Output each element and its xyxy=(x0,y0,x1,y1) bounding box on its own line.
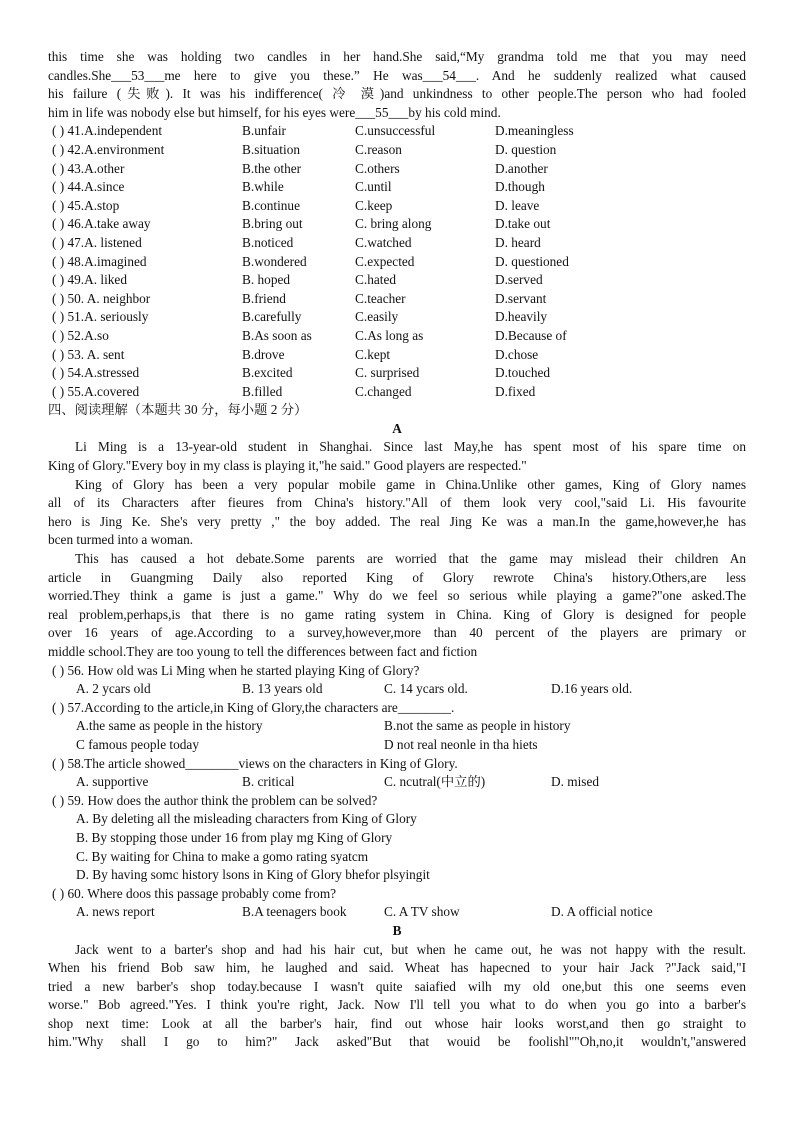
option-d: D. A official notice xyxy=(551,904,653,920)
option-b: B.A teenagers book xyxy=(242,904,347,920)
option-c: C.reason xyxy=(355,141,402,157)
option-d: D.heavily xyxy=(495,309,548,325)
option-d: D.meaningless xyxy=(495,123,574,139)
option-a: ( ) 55.A.covered xyxy=(52,383,140,399)
option-d: D.another xyxy=(495,160,548,176)
option-a: ( ) 54.A.stressed xyxy=(52,365,140,381)
option-row-44 xyxy=(48,178,746,197)
option-d: D.16 years old. xyxy=(551,681,633,697)
option-b: B. 13 years old xyxy=(242,681,323,697)
option-a: ( ) 45.A.stop xyxy=(52,197,120,213)
option-a: ( ) 46.A.take away xyxy=(52,216,151,232)
option-b: B.carefully xyxy=(242,309,302,325)
option-b: B.continue xyxy=(242,197,300,213)
option-d: D. questioned xyxy=(495,253,569,269)
text-line: hero is Jing Ke. She's very pretty ," the boy added. The real Jing Ke was a man.In the game,however,he has xyxy=(48,513,746,529)
option-a: A. news report xyxy=(76,904,155,920)
question-stem: ( ) 58.The article showed________views on the characters in King of Glory. xyxy=(52,755,458,771)
option-d: D. mised xyxy=(551,774,600,790)
exam-page xyxy=(48,48,746,1052)
option-c: C. A TV show xyxy=(384,904,460,920)
option-b: B.noticed xyxy=(242,234,294,250)
option-c: C.teacher xyxy=(355,290,406,306)
option-b: B.the other xyxy=(242,160,302,176)
option-d: D not real neonle in tha hiets xyxy=(384,736,538,752)
option-c: C.kept xyxy=(355,346,391,362)
option-b: B.wondered xyxy=(242,253,307,269)
text-line: him in life was nobody else but himself, for his eyes were___55___by his cold mind. xyxy=(48,104,501,120)
question-60-options xyxy=(48,903,746,922)
option-a: ( ) 43.A.other xyxy=(52,160,125,176)
question-stem: ( ) 59. How does the author think the problem can be solved? xyxy=(52,792,378,808)
option-b: B. hoped xyxy=(242,272,291,288)
option-b: B.As soon as xyxy=(242,327,312,343)
question-59-option-b xyxy=(48,829,746,848)
option-b: B. critical xyxy=(242,774,295,790)
option-d: D. question xyxy=(495,141,557,157)
question-59-option-d xyxy=(48,866,746,885)
question-57-options-row1 xyxy=(48,717,746,736)
option-c: C famous people today xyxy=(76,736,199,752)
option-b: B.bring out xyxy=(242,216,303,232)
option-a: A.the same as people in the history xyxy=(76,718,263,734)
option-row-55 xyxy=(48,383,746,402)
text-line: When his friend Bob saw him, he laughed and said. Wheat has hapecned to your hair Jack ?"Jack said,"I xyxy=(48,960,746,976)
option-c: C.hated xyxy=(355,272,396,288)
text-line: his failure (失败). It was his indifference( 冷 漠)and unkindness to other people.The person who had fooled xyxy=(48,86,746,102)
text-line: bcen turmed into a woman. xyxy=(48,532,194,548)
option-c: C. bring along xyxy=(355,216,432,232)
option-c: C.others xyxy=(355,160,400,176)
cloze-passage-end xyxy=(48,48,746,122)
option-c: C. By waiting for China to make a gomo rating syatcm xyxy=(76,848,369,864)
option-c: C. surprised xyxy=(355,365,420,381)
option-row-51 xyxy=(48,308,746,327)
option-row-45 xyxy=(48,197,746,216)
option-d: D. heard xyxy=(495,234,541,250)
option-b: B.filled xyxy=(242,383,283,399)
option-a: ( ) 50. A. neighbor xyxy=(52,290,151,306)
option-c: C.easily xyxy=(355,309,399,325)
text-line: worse." Bob agreed."Yes. I think you're right, Jack. Now I'll tell you what to do when you go into a barber's xyxy=(48,997,746,1013)
question-56 xyxy=(48,662,746,681)
option-a: ( ) 51.A. seriously xyxy=(52,309,149,325)
question-stem: ( ) 60. Where doos this passage probably come from? xyxy=(52,885,337,901)
option-c: C.keep xyxy=(355,197,393,213)
question-59-option-a xyxy=(48,810,746,829)
option-d: D.served xyxy=(495,272,543,288)
question-56-options xyxy=(48,680,746,699)
text-line: middle school.They are too young to tell the differences between fact and fiction xyxy=(48,644,478,659)
text-line: real problem,perhaps,is that there is no game rating system in China. King of Glory is designed for people xyxy=(48,606,746,622)
option-row-49 xyxy=(48,271,746,290)
text-line: this time she was holding two candles in her hand.She said,“My grandma told me that you may need xyxy=(48,49,746,64)
option-c: C.watched xyxy=(355,234,412,250)
text-line: shop next time: Look at all the barber's hair, find out whose hair looks worst,and then go straight to xyxy=(48,1015,746,1031)
option-b: B.not the same as people in history xyxy=(384,718,571,734)
option-row-46 xyxy=(48,215,746,234)
option-a: ( ) 41.A.independent xyxy=(52,123,163,139)
option-b: B.while xyxy=(242,179,284,195)
option-c: C.changed xyxy=(355,383,412,399)
cloze-options xyxy=(48,122,746,401)
option-a: ( ) 44.A.since xyxy=(52,179,125,195)
option-row-41 xyxy=(48,122,746,141)
reading-questions-a xyxy=(48,662,746,922)
option-d: D.Because of xyxy=(495,327,567,343)
passage-a-title: A xyxy=(392,420,402,436)
option-a: ( ) 49.A. liked xyxy=(52,272,127,288)
question-58 xyxy=(48,755,746,774)
text-line: him."Why shall I go to him?" Jack asked"But that wouid be foolishl""Oh,no,it wouldn't,"answered xyxy=(48,1034,746,1050)
option-d: D.take out xyxy=(495,216,551,232)
option-a: A. supportive xyxy=(76,774,149,790)
text-line: Li Ming is a 13-year-old student in Shanghai. Since last May,he has spent most of his spare time on xyxy=(75,439,746,455)
text-line: King of Glory has been a very popular mobile game in China.Unlike other games, King of Glory names xyxy=(75,476,746,492)
option-c: C.expected xyxy=(355,253,415,269)
text-line: Jack went to a barter's shop and had his hair cut, but when he came out, he was not happy with the result. xyxy=(75,941,746,957)
question-stem: ( ) 56. How old was Li Ming when he started playing King of Glory? xyxy=(52,662,420,678)
question-60 xyxy=(48,885,746,904)
option-a: ( ) 52.A.so xyxy=(52,327,109,343)
option-row-50 xyxy=(48,290,746,309)
option-d: D.fixed xyxy=(495,383,536,399)
option-d: D.touched xyxy=(495,365,551,381)
option-b: B.drove xyxy=(242,346,285,362)
text-line: over 16 years of age.According to a survey,however,more than 40 percent of the players are primary or xyxy=(48,625,746,641)
option-a: ( ) 47.A. listened xyxy=(52,234,142,250)
option-row-53 xyxy=(48,346,746,365)
option-a: A. 2 ycars old xyxy=(76,681,151,697)
option-row-54 xyxy=(48,364,746,383)
question-stem: ( ) 57.According to the article,in King of Glory,the characters are________. xyxy=(52,699,455,715)
question-57 xyxy=(48,699,746,718)
section-heading: 四、阅读理解（本题共 30 分，每小题 2 分） xyxy=(48,402,308,418)
option-row-42 xyxy=(48,141,746,160)
option-d: D. leave xyxy=(495,197,540,213)
option-c: C.unsuccessful xyxy=(355,123,436,139)
text-line: worried.They think a game is just a game." Why do we feel so serious while playing a game?"one asked.The xyxy=(48,588,746,604)
option-c: C. ncutral(中立的) xyxy=(384,774,486,790)
question-59 xyxy=(48,792,746,811)
passage-b xyxy=(48,941,746,1053)
passage-b-title: B xyxy=(392,922,402,938)
option-d: D.servant xyxy=(495,290,547,306)
option-d: D. By having somc history lsons in King of Glory bhefor plsyingit xyxy=(76,867,430,883)
option-row-48 xyxy=(48,253,746,272)
option-b: B.excited xyxy=(242,365,293,381)
option-row-47 xyxy=(48,234,746,253)
text-line: article in Guangming Daily also reported King of Glory rewrote China's history.Others,are less xyxy=(48,569,746,585)
text-line: This has caused a hot debate.Some parents are worried that the game may mislead their children An xyxy=(75,551,746,567)
option-a: ( ) 42.A.environment xyxy=(52,141,165,157)
question-58-options xyxy=(48,773,746,792)
text-line: King of Glory."Every boy in my class is playing it,"he said." Good players are respected." xyxy=(48,458,527,474)
option-b: B.situation xyxy=(242,141,300,157)
option-b: B.unfair xyxy=(242,123,286,139)
option-c: C.until xyxy=(355,179,392,195)
question-57-options-row2 xyxy=(48,736,746,755)
option-a: ( ) 53. A. sent xyxy=(52,346,125,362)
text-line: all of its Characters after fieures from China's history."All of them look very cool,"said Li. His favourite xyxy=(48,495,746,511)
option-row-52 xyxy=(48,327,746,346)
option-b: B. By stopping those under 16 from play mg King of Glory xyxy=(76,829,393,845)
option-c: C. 14 ycars old. xyxy=(384,681,468,697)
option-d: D.though xyxy=(495,179,545,195)
text-line: tried a new barber's shop today.because I wasn't quite saiafied wilh my old one,but this one seems even xyxy=(48,978,746,994)
option-a: ( ) 48.A.imagined xyxy=(52,253,147,269)
question-59-option-c xyxy=(48,848,746,867)
option-a: A. By deleting all the misleading characters from King of Glory xyxy=(76,811,417,827)
text-line: candles.She___53___me here to give you these.” He was___54___. And he suddenly realized what caused xyxy=(48,67,746,83)
option-row-43 xyxy=(48,160,746,179)
option-b: B.friend xyxy=(242,290,286,306)
option-c: C.As long as xyxy=(355,327,424,343)
passage-a xyxy=(48,438,746,661)
option-d: D.chose xyxy=(495,346,539,362)
